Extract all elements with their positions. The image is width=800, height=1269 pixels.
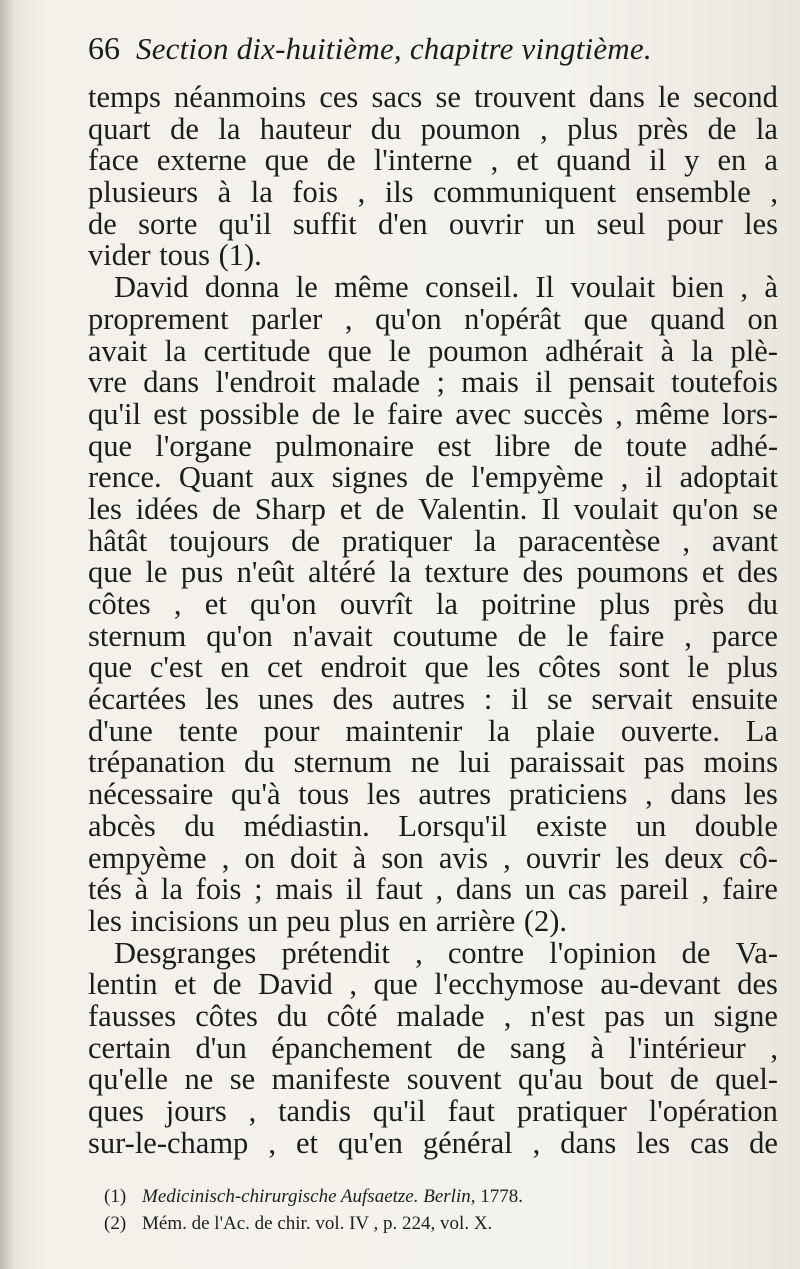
text-line: tés à la fois ; mais il faut , dans un cas pareil , faire: [88, 872, 778, 907]
footnote-number: (1): [104, 1186, 127, 1207]
footnotes: [104, 1183, 754, 1237]
text-line: abcès du médiastin. Lorsqu'il existe un double: [88, 808, 778, 843]
text-line: Desgranges prétendit , contre l'opinion de Va-: [114, 935, 778, 970]
text-line: nécessaire qu'à tous les autres praticiens , dans les: [88, 777, 778, 812]
text-line: que le pus n'eût altéré la texture des poumons et des: [88, 555, 778, 590]
text-line: avait la certitude que le poumon adhérait à la plè-: [88, 333, 778, 368]
text-line: vider tous (1).: [88, 238, 262, 273]
text-line: qu'il est possible de le faire avec succès , même lors-: [88, 396, 778, 431]
text-line: que l'organe pulmonaire est libre de toute adhé-: [88, 428, 778, 463]
text-line: lentin et de David , que l'ecchymose au-devant des: [88, 967, 778, 1002]
text-line: fausses côtes du côté malade , n'est pas un signe: [88, 998, 778, 1033]
text-line: temps néanmoins ces sacs se trouvent dans le second: [88, 80, 778, 114]
footnote: [104, 1183, 754, 1210]
footnote-citation-title: Medicinisch-chirurgische Aufsaetze. Berlin,: [142, 1186, 476, 1207]
text-line: trépanation du sternum ne lui paraissait pas moins: [88, 745, 778, 780]
page-gutter-shadow: [0, 0, 14, 1269]
text-line: de sorte qu'il suffit d'en ouvrir un seul pour les: [88, 206, 778, 241]
text-line: quart de la hauteur du poumon , plus près de la: [88, 111, 778, 146]
text-line: empyème , on doit à son avis , ouvrir les deux cô-: [88, 840, 778, 875]
footnote: [104, 1210, 754, 1237]
text-line: les incisions un peu plus en arrière (2).: [88, 903, 568, 938]
running-head: [88, 30, 778, 80]
footnote-citation-text: 1778.: [475, 1186, 523, 1207]
text-line: proprement parler , qu'on n'opérât que quand on: [88, 301, 778, 336]
chapter-heading: Section dix-huitième, chapitre vingtième.: [136, 31, 652, 66]
page-number: 66: [88, 30, 120, 66]
text-line: hâtât toujours de pratiquer la paracentèse , avant: [88, 523, 778, 558]
text-line: sur-le-champ , et qu'en général , dans les cas de: [88, 1125, 778, 1160]
text-line: écartées les unes des autres : il se servait ensuite: [88, 682, 778, 717]
text-line: face externe que de l'interne , et quand il y en a: [88, 143, 778, 178]
text-line: d'une tente pour maintenir la plaie ouverte. La: [88, 713, 778, 748]
text-line: David donna le même conseil. Il voulait bien , à: [114, 270, 778, 305]
text-line: que c'est en cet endroit que les côtes sont le plus: [88, 650, 778, 685]
text-line: sternum qu'on n'avait coutume de le faire , parce: [88, 618, 778, 653]
footnote-citation-text: Mém. de l'Ac. de chir. vol. IV , p. 224, vol. X.: [142, 1213, 493, 1234]
text-line: rence. Quant aux signes de l'empyème , il adoptait: [88, 460, 778, 495]
text-line: les idées de Sharp et de Valentin. Il voulait qu'on se: [88, 491, 778, 526]
text-line: côtes , et qu'on ouvrît la poitrine plus près du: [88, 587, 778, 621]
text-line: plusieurs à la fois , ils communiquent ensemble ,: [88, 175, 778, 210]
text-line: ques jours , tandis qu'il faut pratiquer l'opération: [88, 1094, 778, 1128]
text-line: qu'elle ne se manifeste souvent qu'au bout de quel-: [88, 1062, 778, 1097]
text-line: vre dans l'endroit malade ; mais il pensait toutefois: [88, 365, 778, 400]
footnote-number: (2): [104, 1213, 127, 1234]
body-text: [88, 82, 778, 1159]
text-line: certain d'un épanchement de sang à l'intérieur ,: [88, 1030, 778, 1065]
